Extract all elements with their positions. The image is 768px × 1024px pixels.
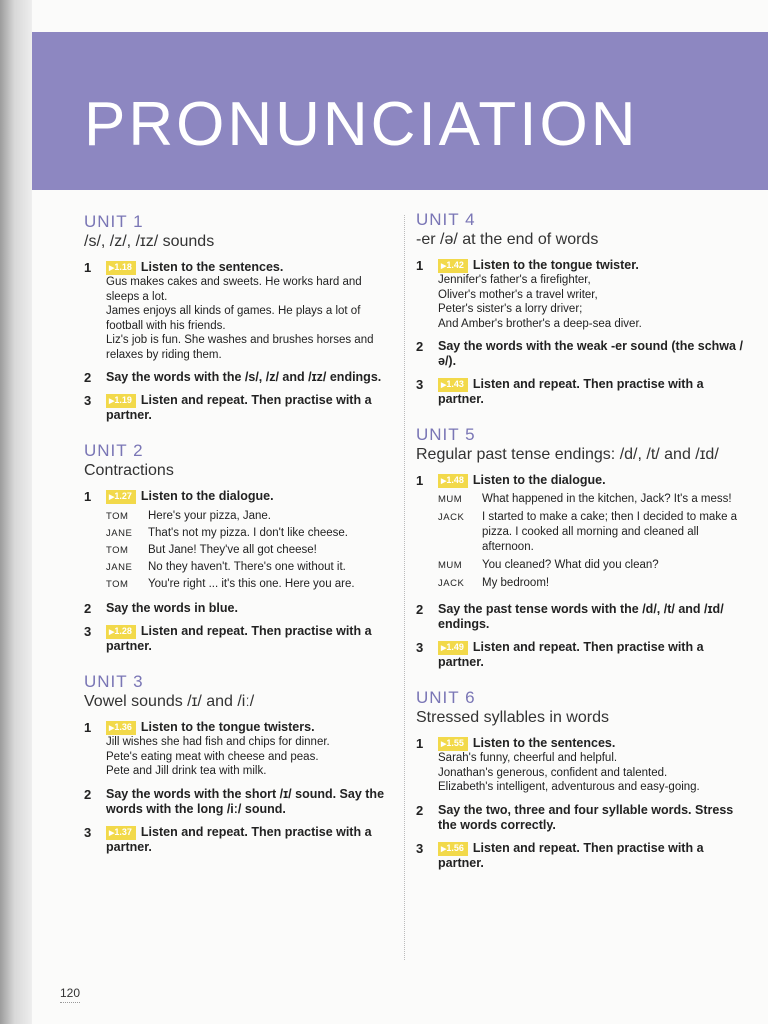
exercise-body [438,841,746,871]
exercise [84,393,389,423]
dialogue-line [106,576,389,593]
instruction-text: Listen to the dialogue. [140,489,274,503]
instruction-text: Listen to the tongue twisters. [140,720,315,734]
exercise-instruction [438,803,746,833]
exercise-instruction [438,377,746,407]
exercise [416,377,746,407]
unit-title: Stressed syllables in words [416,709,609,726]
right-column [416,210,746,889]
example-line: Elizabeth's intelligent, adventurous and easy-going. [438,781,700,793]
example-line: Jonathan's generous, confident and talented. [438,766,668,779]
exercise-number: 1 [84,720,92,735]
audio-track-badge[interactable]: ▶ 1.27 [106,490,136,504]
speaker-name: MUM [438,560,463,571]
exercise-instruction [438,736,746,751]
dialogue-text: What happened in the kitchen, Jack? It's a mess! [482,493,732,505]
exercise-number: 2 [416,602,424,617]
example-line: football with his friends. [106,319,226,332]
example-line: Jennifer's father's a firefighter, [438,274,591,286]
exercise-body [106,601,389,616]
dialogue-line [106,508,389,525]
audio-track-badge[interactable]: ▶ 1.43 [438,378,468,392]
exercise [416,803,746,833]
page-binding [0,0,32,1024]
exercise-instruction [438,258,746,273]
exercise-instruction [106,370,389,385]
unit-section [416,210,746,407]
dialogue-text: You're right ... it's this one. Here you are. [148,578,355,590]
footer-rule [60,1002,80,1003]
unit-section [416,688,746,871]
instruction-text: Say the words in blue. [106,601,238,615]
exercise-body [438,736,746,795]
dialogue-line [438,492,746,507]
audio-track-badge[interactable]: ▶ 1.36 [106,721,136,735]
example-text [106,275,389,362]
example-line: sleeps a lot. [106,290,168,303]
audio-track-badge[interactable]: ▶ 1.55 [438,737,468,751]
exercise [84,260,389,362]
example-line: Liz's job is fun. She washes and brushes horses and [106,334,374,346]
example-text [106,735,389,779]
exercise-body [438,258,746,331]
exercise [416,473,746,594]
example-line: Pete's eating meat with cheese and peas. [106,750,319,763]
exercise [84,489,389,593]
exercise [416,602,746,632]
dialogue-text: That's not my pizza. I don't like cheese. [148,527,348,539]
instruction-text: Listen and repeat. Then practise with a partner. [438,377,704,406]
exercise-body [106,370,389,385]
exercise-body [106,825,389,855]
exercise-instruction [438,339,746,369]
instruction-text: Listen and repeat. Then practise with a partner. [106,624,372,653]
audio-track-badge[interactable]: ▶ 1.18 [106,261,136,275]
audio-track-badge[interactable]: ▶ 1.56 [438,842,468,856]
instruction-text: Say the words with the short /ɪ/ sound. Say the words with the long /iː/ sound. [106,786,385,816]
page-number: 120 [60,986,81,1000]
exercise-number: 1 [416,473,424,488]
exercise [416,841,746,871]
example-text [438,273,746,331]
speaker-name: JANE [106,562,133,573]
unit-section [84,672,389,855]
exercise-instruction [106,624,389,654]
exercise-body [106,720,389,779]
dialogue-text: No they haven't. There's one without it. [148,561,346,573]
exercise-body [438,602,746,632]
instruction-text: Say the words with the weak -er sound (the schwa /ə/). [438,339,743,368]
dialogue-line [106,559,389,576]
exercise-number: 3 [416,377,424,392]
exercise-number: 3 [416,640,424,655]
dialogue-line [106,525,389,542]
exercise-body [438,803,746,833]
exercise-number: 2 [416,339,424,354]
audio-track-badge[interactable]: ▶ 1.37 [106,826,136,840]
dialogue-line [438,510,746,555]
audio-track-badge[interactable]: ▶ 1.48 [438,474,468,488]
exercise [416,640,746,670]
dialogue-text: My bedroom! [482,577,550,589]
unit-section [84,441,389,654]
unit-title: -er /ə/ at the end of words [416,231,599,248]
exercise-instruction [106,260,389,275]
instruction-text: Say the two, three and four syllable words. Stress the words correctly. [438,802,734,832]
dialogue-text: You cleaned? What did you clean? [482,559,659,571]
exercise [84,601,389,616]
instruction-text: Listen to the sentences. [140,260,284,274]
exercise-number: 3 [84,824,92,840]
dialogue-text: But Jane! They've all got cheese! [148,544,317,556]
example-line: Jill wishes she had fish and chips for dinner. [106,736,330,748]
dialogue-line [106,542,389,559]
exercise [84,370,389,385]
exercise-body [438,473,746,594]
left-column [84,212,389,873]
unit-label: UNIT 3 [84,672,144,691]
instruction-text: Say the words with the /s/, /z/ and /ɪz/ endings. [106,370,382,384]
speaker-name: MUM [438,494,463,505]
exercise [416,258,746,331]
exercise-instruction [106,489,389,504]
exercise [416,736,746,795]
unit-section [416,425,746,670]
unit-label: UNIT 5 [416,425,476,444]
audio-track-badge[interactable]: ▶ 1.28 [106,625,136,639]
dialogue-text: Here's your pizza, Jane. [148,510,272,522]
unit-section [84,212,389,423]
exercise-body [106,489,389,593]
speaker-name: TOM [106,545,129,556]
unit-label: UNIT 4 [416,210,476,229]
example-line: And Amber's brother's a deep-sea diver. [438,317,642,330]
exercise [84,720,389,779]
unit-title: Vowel sounds /ɪ/ and /iː/ [84,693,255,710]
exercise-number: 3 [84,393,92,408]
exercise-number: 2 [84,601,92,616]
exercise-number: 2 [84,786,92,802]
example-text [438,751,746,795]
exercise-instruction [106,720,389,735]
unit-label: UNIT 2 [84,441,144,460]
exercise [84,787,389,817]
speaker-name: JANE [106,528,133,539]
speaker-name: JACK [438,512,465,523]
instruction-text: Listen and repeat. Then practise with a partner. [106,393,372,422]
exercise-body [438,640,746,670]
exercise-instruction [438,841,746,871]
instruction-text: Listen and repeat. Then practise with a partner. [438,840,704,870]
instruction-text: Listen and repeat. Then practise with a partner. [438,640,704,669]
exercise-instruction [106,787,389,817]
exercise-number: 1 [84,489,92,504]
example-line: Peter's sister's a lorry driver; [438,303,583,315]
unit-title: /s/, /z/, /ɪz/ sounds [84,233,215,250]
speaker-name: TOM [106,511,129,522]
example-line: James enjoys all kinds of games. He plays a lot of [106,305,361,317]
example-line: Sarah's funny, cheerful and helpful. [438,752,618,764]
exercise-body [106,393,389,423]
exercise-body [438,339,746,369]
instruction-text: Listen and repeat. Then practise with a partner. [106,824,372,854]
audio-track-badge[interactable]: ▶ 1.49 [438,641,468,655]
audio-track-badge[interactable]: ▶ 1.19 [106,394,136,408]
unit-title: Regular past tense endings: /d/, /t/ and /ɪd/ [416,446,719,463]
dialogue-text: I started to make a cake; then I decided to make a pizza. I cooked all morning and cleaned all afternoon. [482,511,738,553]
exercise-number: 2 [416,802,424,818]
exercise-body [106,787,389,817]
instruction-text: Say the past tense words with the /d/, /t/ and /ɪd/ endings. [438,602,724,631]
unit-label: UNIT 6 [416,688,476,707]
exercise [84,624,389,654]
audio-track-badge[interactable]: ▶ 1.42 [438,259,468,273]
unit-title: Contractions [84,462,174,479]
example-line: relaxes by riding them. [106,348,222,361]
column-divider [404,215,405,960]
exercise-body [106,624,389,654]
exercise-instruction [438,640,746,670]
exercise-instruction [106,393,389,423]
exercise-instruction [438,473,746,488]
exercise-number: 3 [84,624,92,639]
exercise-instruction [106,601,389,616]
dialogue [106,508,389,593]
exercise-body [438,377,746,407]
exercise-number: 1 [416,736,424,751]
speaker-name: TOM [106,579,129,590]
dialogue-line [438,576,746,591]
exercise-number: 3 [416,840,424,856]
exercise [416,339,746,369]
example-line: Pete and Jill drink tea with milk. [106,765,267,777]
instruction-text: Listen to the tongue twister. [472,258,639,272]
unit-label: UNIT 1 [84,212,144,231]
example-line: Gus makes cakes and sweets. He works hard and [106,276,362,288]
dialogue-line [438,558,746,573]
page-title: PRONUNCIATION [84,90,639,159]
example-line: Oliver's mother's a travel writer, [438,288,598,301]
exercise-number: 1 [84,260,92,275]
exercise-body [106,260,389,362]
exercise-instruction [106,825,389,855]
instruction-text: Listen to the sentences. [472,736,616,750]
exercise [84,825,389,855]
speaker-name: JACK [438,578,465,589]
dialogue [438,492,746,591]
exercise-number: 2 [84,370,92,385]
book-page [32,0,768,1024]
exercise-instruction [438,602,746,632]
instruction-text: Listen to the dialogue. [472,473,606,487]
exercise-number: 1 [416,258,424,273]
